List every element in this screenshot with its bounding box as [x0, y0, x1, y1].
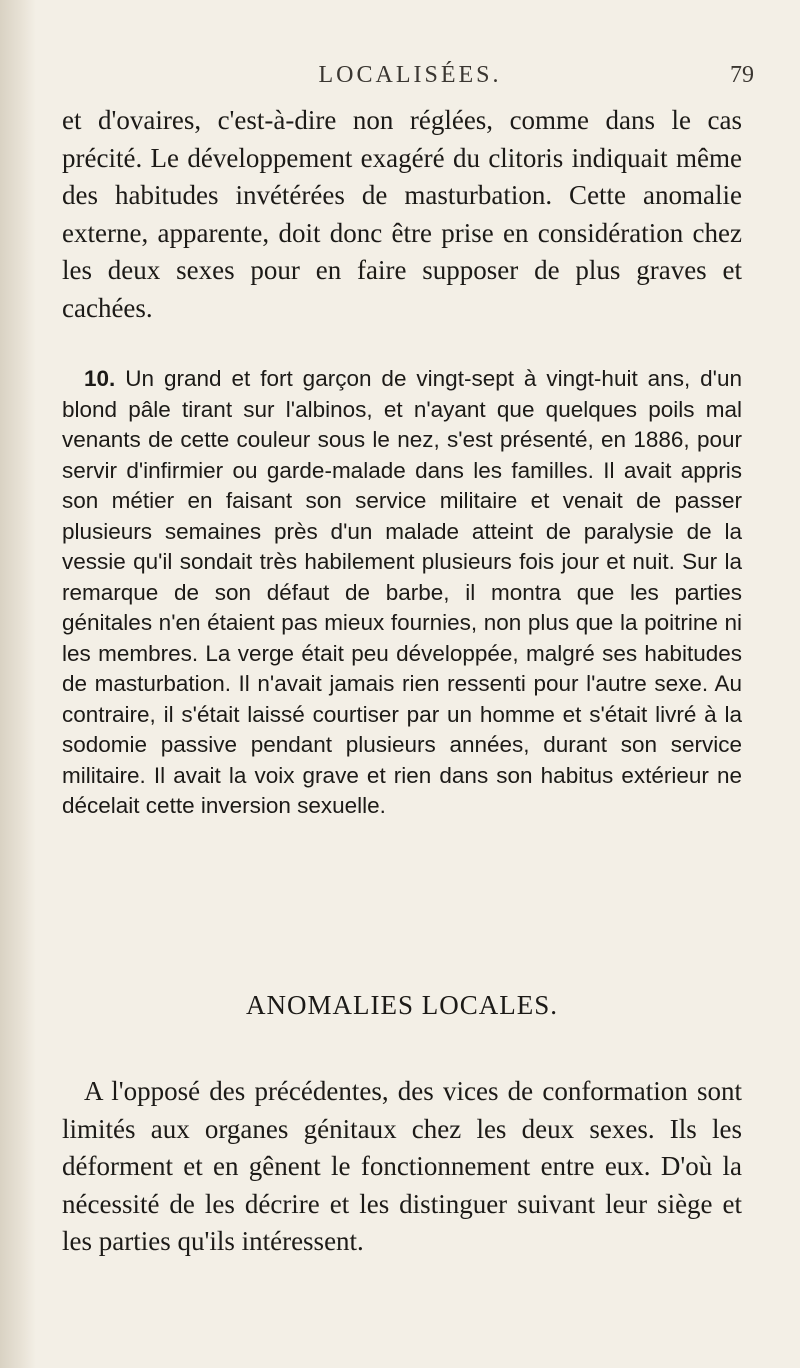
running-title: LOCALISÉES.: [318, 62, 502, 88]
case-number: 10.: [84, 366, 116, 391]
section-heading: ANOMALIES LOCALES.: [246, 990, 558, 1020]
running-head: [60, 62, 760, 98]
case-10-paragraph: [62, 364, 742, 822]
page-binding-edge: [0, 0, 36, 1368]
paragraph-continuation: et d'ovaires, c'est-à-dire non réglées, comme dans le cas précité. Le développement exagéré du clitoris indiquait même des habitudes invétérées de masturbation. Cette anomalie externe, apparente, doit donc être prise en considération chez les deux sexes pour en faire supposer de plus graves et cachées.: [62, 105, 742, 323]
case-10-text: Un grand et fort garçon de vingt-sept à vingt-huit ans, d'un blond pâle tirant sur l'albinos, et n'ayant que quelques poils mal venants de cette couleur sous le nez, s'est présenté, en 1886, pour servir d'infirmier ou garde-malade dans les familles. Il avait appris son métier en faisant son service militaire et venait de passer plusieurs semaines près d'un malade atteint de paralysie de la vessie qu'il sondait très habilement plusieurs fois jour et nuit. Sur la remarque de son défaut de barbe, il montra que les parties génitales n'en étaient pas mieux fournies, non plus que la poitrine ni les membres. La verge était peu développée, malgré ses habitudes de masturbation. Il n'avait jamais rien ressenti pour l'autre sexe. Au contraire, il s'était laissé courtiser par un homme et s'était livré à la sodomie passive pendant plusieurs années, durant son service militaire. Il avait la voix grave et rien dans son habitus extérieur ne décelait cette inversion sexuelle.: [62, 366, 742, 818]
page-number: 79: [730, 62, 754, 88]
section-intro-paragraph: A l'opposé des précédentes, des vices de conformation sont limités aux organes génitaux chez les deux sexes. Ils les déforment et en gênent le fonctionnement entre eux. D'où la nécessité de les décrire et les distinguer suivant leur siège et les parties qu'ils intéressent.: [62, 1076, 742, 1256]
